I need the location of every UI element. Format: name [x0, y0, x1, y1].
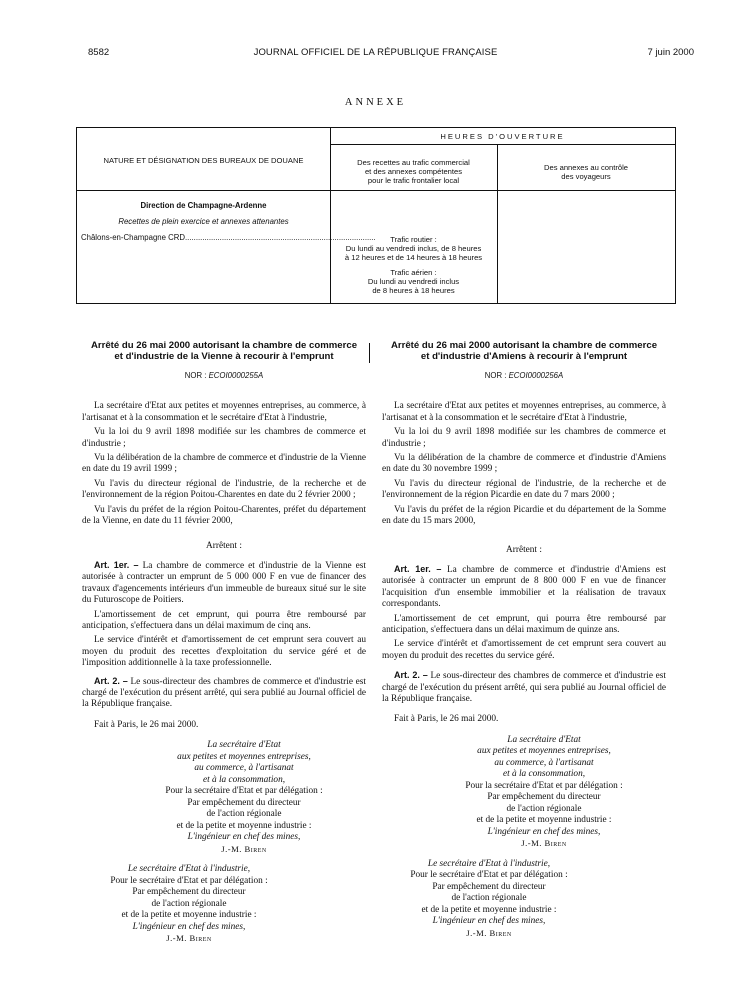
preamble: La secrétaire d'Etat aux petites et moyennes entreprises, au commerce, à l'artisanat et à la consommation et le secrétaire d'Etat à l'industrie,: [382, 401, 666, 423]
column-separator: [369, 343, 370, 363]
trafic-aerien: Trafic aérien : Du lundi au vendredi inclus de 8 heures à 18 heures: [367, 268, 460, 295]
journal-title: JOURNAL OFFICIEL DE LA RÉPUBLIQUE FRANÇAISE: [253, 47, 498, 58]
recettes-label: Recettes de plein exercice et annexes attenantes: [118, 217, 289, 226]
col-header-recettes: Des recettes au trafic commercial et des annexes compétentes pour le trafic frontalier local: [357, 158, 470, 185]
article-1-para-3: Le service d'intérêt et d'amortissement de cet emprunt sera couvert au moyen du produit des recettes d'exploitation du service géré et de l'imposition additionnelle à la taxe professionnelle.: [82, 635, 366, 669]
office-name: Châlons-en-Champagne CRD........................................................................................: [81, 233, 376, 242]
arrete-title: Arrêté du 26 mai 2000 autorisant la chambre de commerce et d'industrie d'Amiens à recourir à l'emprunt: [390, 340, 658, 362]
visa: Vu la loi du 9 avril 1898 modifiée sur les chambres de commerce et d'industrie ;: [382, 427, 666, 449]
page-number: 8582: [88, 47, 110, 58]
preamble: La secrétaire d'Etat aux petites et moyennes entreprises, au commerce, à l'artisanat et à la consommation et le secrétaire d'Etat à l'industrie,: [82, 401, 366, 423]
article-1-para-2: L'amortissement de cet emprunt, qui pourra être remboursé par anticipation, s'effectuera dans un délai maximum de cinq ans.: [82, 609, 366, 631]
nor-reference: NOR : ECOI0000256A: [484, 371, 564, 380]
issue-date: 7 juin 2000: [647, 47, 694, 58]
visa: Vu l'avis du préfet de la région Poitou-Charentes, préfet du département de la Vienne, en date du 11 février 2000,: [82, 504, 366, 527]
article-2: Art. 2. – Le sous-directeur des chambres de commerce et d'industrie est chargé de l'exécution du présent arrêté, qui sera publié au Journal officiel de la République française.: [82, 675, 366, 710]
fait-a-paris: Fait à Paris, le 26 mai 2000.: [394, 714, 499, 725]
arretent: Arrêtent :: [206, 541, 242, 552]
article-1: Art. 1er. – La chambre de commerce et d'industrie d'Amiens est autorisée à contracter un emprunt de 8 800 000 F en vue de financer l'acquisition d'un ensemble immobilier et la réalisation de travaux correspondants.: [382, 563, 667, 610]
article-2: Art. 2. – Le sous-directeur des chambres de commerce et d'industrie est chargé de l'exécution du présent arrêté, qui sera publié au Journal officiel de la République française.: [382, 670, 666, 704]
customs-offices-table: [76, 127, 676, 304]
direction-name: Direction de Champagne-Ardenne: [140, 201, 267, 210]
col-header-hours: HEURES D'OUVERTURE: [440, 132, 565, 141]
visa: Vu la loi du 9 avril 1898 modifiée sur les chambres de commerce et d'industrie ;: [82, 427, 366, 449]
arrete-amiens: [382, 340, 666, 940]
visa: Vu l'avis du directeur régional de l'industrie, de la recherche et de l'environnement de la région Picardie en date du 7 mars 2000 ;: [382, 478, 666, 501]
col-header-nature: NATURE ET DÉSIGNATION DES BUREAUX DE DOUANE: [103, 156, 304, 165]
arretent: Arrêtent :: [506, 545, 542, 556]
arrete-vienne: [82, 340, 366, 946]
visa: Vu la délibération de la chambre de commerce et d'industrie de la Vienne en date du 19 avril 1999 ;: [82, 453, 366, 475]
fait-a-paris: Fait à Paris, le 26 mai 2000.: [94, 719, 199, 730]
visa: Vu la délibération de la chambre de commerce et d'industrie d'Amiens en date du 30 novembre 1999 ;: [382, 453, 666, 475]
nor-reference: NOR : ECOI0000255A: [184, 371, 264, 380]
trafic-routier: Trafic routier : Du lundi au vendredi inclus, de 8 heures à 12 heures et de 14 heures à 18 heures: [344, 235, 483, 262]
visa: Vu l'avis du directeur régional de l'industrie, de la recherche et de l'environnement de la région Poitou-Charentes en date du 2 février 2000 ;: [82, 478, 366, 501]
signature-block-1: La secrétaire d'Etat aux petites et moyennes entreprises, au commerce, à l'artisanat et à la consommation, Pour la secrétaire d'Etat et par délégation : Par empêchement du directeur de l'action régionale et de la petite et moyenne industrie : L'ingénieur en chef des mines, J.-M. Biren: [465, 734, 623, 849]
col-header-annexes: Des annexes au contrôle des voyageurs: [543, 163, 628, 181]
article-1-para-3: Le service d'intérêt et d'amortissement de cet emprunt sera couvert au moyen du produit des recettes du service géré.: [382, 639, 666, 661]
arrete-title: Arrêté du 26 mai 2000 autorisant la chambre de commerce et d'industrie de la Vienne à recourir à l'emprunt: [90, 340, 358, 362]
article-1-para-2: L'amortissement de cet emprunt, qui pourra être remboursé par anticipation, s'effectuera dans un délai maximum de quinze ans.: [382, 613, 666, 635]
signature-block-2: Le secrétaire d'Etat à l'industrie, Pour le secrétaire d'Etat et par délégation : Par empêchement du directeur de l'action régionale et de la petite et moyenne industrie : L'ingénieur en chef des mines, J.-M. Biren: [410, 858, 568, 938]
article-1: Art. 1er. – La chambre de commerce et d'industrie de la Vienne est autorisée à contracter un emprunt de 5 000 000 F en vue de financer des travaux d'agencements intérieurs d'un immeuble de bureaux situé sur le site du Futuroscope de Poitiers.: [82, 559, 366, 606]
signature-block-2: Le secrétaire d'Etat à l'industrie, Pour le secrétaire d'Etat et par délégation : Par empêchement du directeur de l'action régionale et de la petite et moyenne industrie : L'ingénieur en chef des mines, J.-M. Biren: [110, 864, 268, 944]
signature-block-1: La secrétaire d'Etat aux petites et moyennes entreprises, au commerce, à l'artisanat et à la consommation, Pour la secrétaire d'Etat et par délégation : Par empêchement du directeur de l'action régionale et de la petite et moyenne industrie : L'ingénieur en chef des mines, J.-M. Biren: [165, 740, 323, 854]
annexe-title: ANNEXE: [344, 97, 407, 108]
visa: Vu l'avis du préfet de la région Picardie et du département de la Somme en date du 15 mars 2000,: [382, 504, 666, 527]
